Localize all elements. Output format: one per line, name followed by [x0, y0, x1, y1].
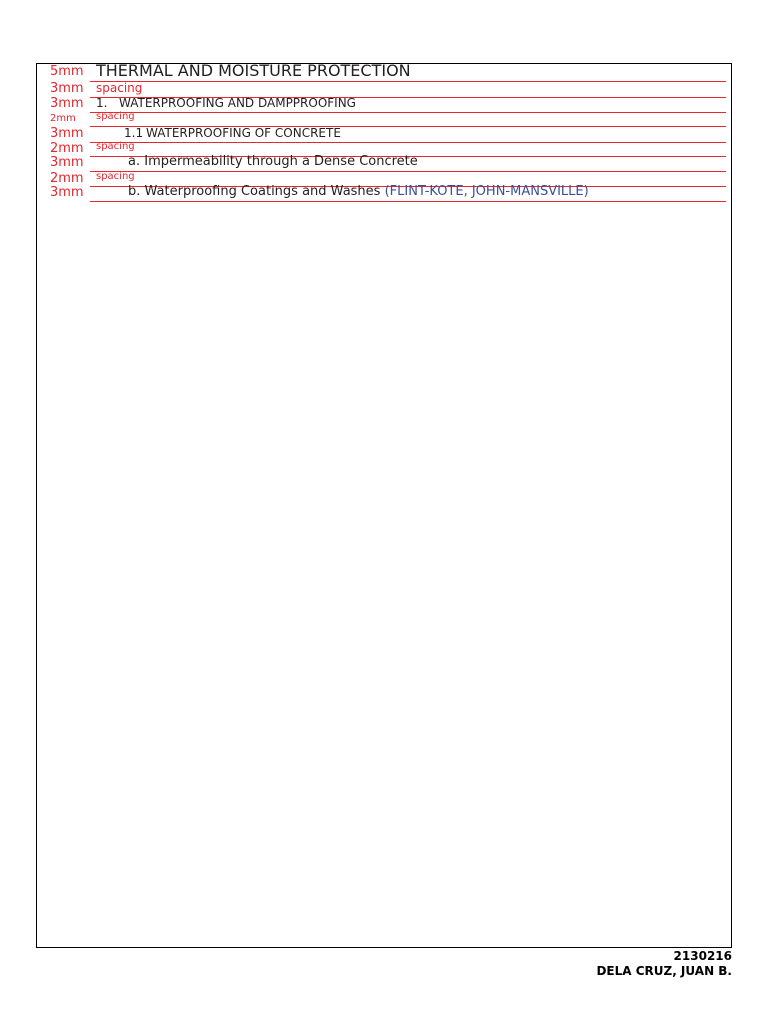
item-line — [128, 184, 589, 199]
size-label: 2mm — [50, 113, 76, 124]
size-label: 3mm — [50, 185, 84, 200]
heading-number: 1. — [96, 96, 108, 110]
heading-text: WATERPROOFING AND DAMPPROOFING — [119, 96, 356, 110]
guide-line — [90, 112, 726, 113]
spacing-label: spacing — [96, 171, 135, 182]
section-title: THERMAL AND MOISTURE PROTECTION — [96, 61, 411, 80]
guide-line — [90, 142, 726, 143]
size-label: 3mm — [50, 126, 84, 141]
size-label: 5mm — [50, 64, 84, 79]
guide-line — [90, 81, 726, 82]
item-text: a. Impermeability through a Dense Concrete — [128, 154, 418, 169]
guide-line — [90, 201, 726, 202]
subheading-number: 1.1 — [124, 126, 144, 140]
size-label: 3mm — [50, 155, 84, 170]
guide-line — [90, 171, 726, 172]
student-id: 2130216 — [673, 949, 732, 963]
spacing-label: spacing — [96, 81, 143, 95]
size-label: 2mm — [50, 141, 84, 156]
item-text: b. Waterproofing Coatings and Washes — [128, 184, 381, 199]
size-label: 3mm — [50, 81, 84, 96]
size-label: 2mm — [50, 171, 84, 186]
spacing-label: spacing — [96, 111, 135, 122]
size-label: 3mm — [50, 96, 84, 111]
spacing-label: spacing — [96, 141, 135, 152]
subheading-text: WATERPROOFING OF CONCRETE — [146, 126, 341, 140]
brand-names: (FLINT-KOTE, JOHN-MANSVILLE) — [384, 184, 589, 199]
student-name: DELA CRUZ, JUAN B. — [596, 964, 732, 978]
